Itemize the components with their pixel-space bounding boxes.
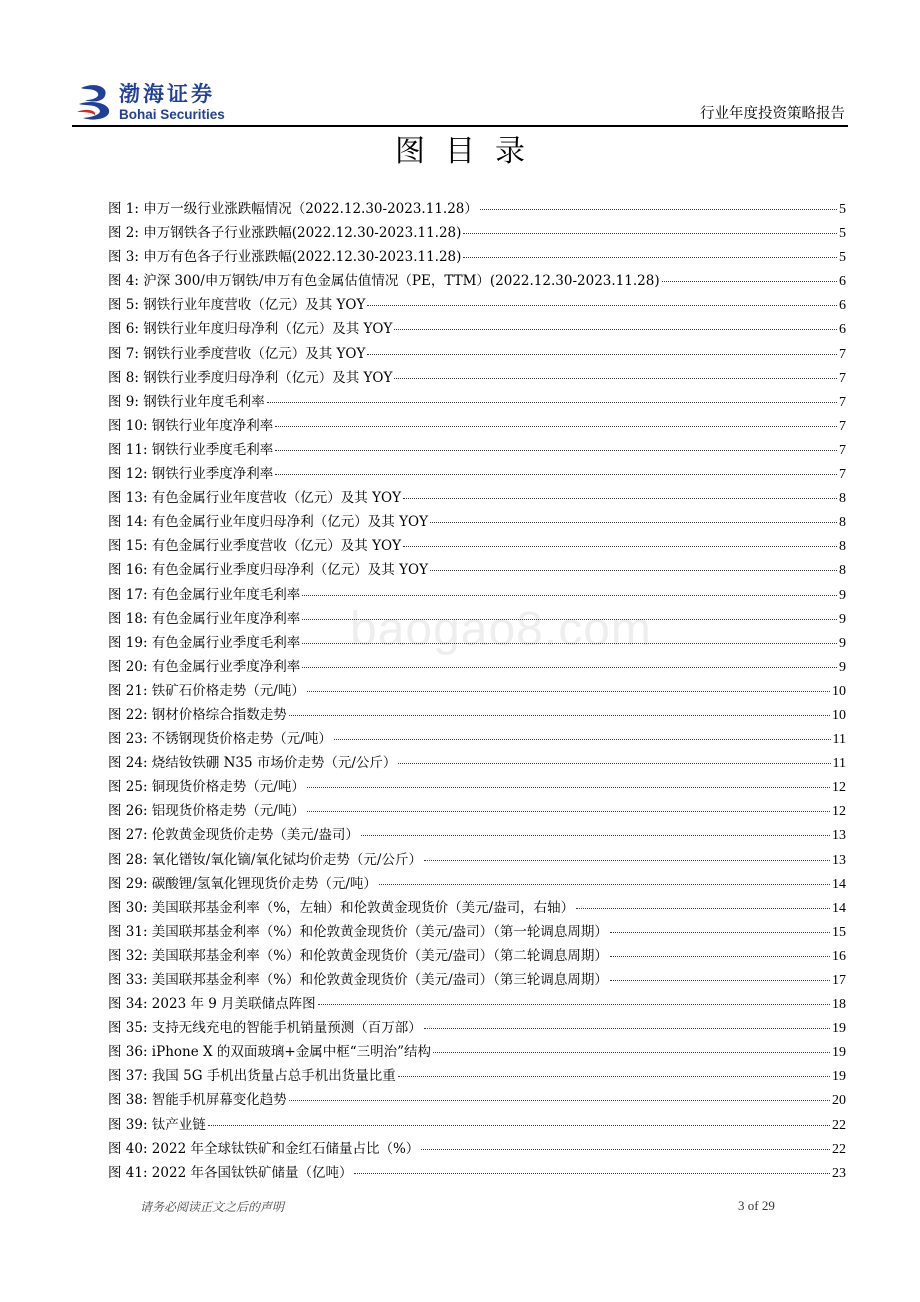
toc-entry-page: 18 — [832, 997, 846, 1013]
toc-entry-page: 14 — [832, 900, 846, 916]
toc-entry-label: 图 21: 铁矿石价格走势（元/吨） — [108, 682, 305, 699]
toc-entry[interactable] — [108, 583, 846, 607]
toc-dot-leader — [398, 763, 830, 764]
toc-entry-label: 图 6: 钢铁行业年度归母净利（亿元）及其 YOY — [108, 321, 393, 338]
toc-entry-label: 图 1: 申万一级行业涨跌幅情况（2022.12.30-2023.11.28） — [108, 201, 478, 217]
toc-entry[interactable] — [108, 751, 846, 775]
toc-entry-label: 图 23: 不锈钢现货价格走势（元/吨） — [108, 731, 332, 748]
toc-dot-leader — [302, 643, 837, 644]
page-title: 图目录 — [395, 134, 545, 169]
toc-entry-label: 图 32: 美国联邦基金利率（%）和伦敦黄金现货价（美元/盎司）（第二轮调息周期） — [108, 947, 608, 964]
toc-entry-label: 图 19: 有色金属行业季度毛利率 — [108, 634, 301, 651]
toc-entry-page: 20 — [832, 1093, 846, 1109]
page-header — [0, 0, 920, 130]
toc-dot-leader — [610, 980, 830, 981]
toc-dot-leader — [463, 257, 837, 258]
header-divider — [72, 125, 848, 127]
toc-dot-leader — [610, 932, 830, 933]
toc-entry-label: 图 37: 我国 5G 手机出货量占总手机出货量比重 — [108, 1068, 396, 1085]
toc-entry-page: 19 — [832, 1045, 846, 1061]
toc-entry-page: 19 — [832, 1021, 846, 1037]
page-number: 3 of 29 — [738, 1198, 775, 1213]
toc-entry-page: 5 — [839, 250, 846, 266]
toc-entry[interactable] — [108, 1040, 846, 1064]
toc-entry-page: 10 — [832, 707, 846, 723]
toc-entry-label: 图 25: 铜现货价格走势（元/吨） — [108, 779, 305, 796]
toc-entry-label: 图 39: 钛产业链 — [108, 1116, 206, 1133]
footer-disclaimer: 请务必阅读正文之后的声明 — [140, 1200, 285, 1214]
toc-entry[interactable] — [108, 992, 846, 1016]
toc-entry-page: 6 — [839, 298, 846, 314]
toc-entry-label: 图 5: 钢铁行业年度营收（亿元）及其 YOY — [108, 297, 366, 314]
toc-entry-page: 7 — [839, 370, 846, 386]
toc-entry[interactable] — [108, 655, 846, 679]
toc-dot-leader — [302, 667, 837, 668]
toc-entry[interactable] — [108, 197, 846, 221]
toc-entry-page: 5 — [839, 202, 846, 217]
toc-entry-page: 13 — [832, 852, 846, 868]
toc-dot-leader — [424, 860, 830, 861]
toc-entry-page: 7 — [839, 394, 846, 410]
toc-entry-page: 13 — [832, 828, 846, 844]
toc-entry-page: 7 — [839, 467, 846, 483]
toc-dot-leader — [267, 402, 837, 403]
bohai-logo — [75, 82, 265, 124]
toc-dot-leader — [354, 1173, 830, 1174]
toc-entry-label: 图 17: 有色金属行业年度毛利率 — [108, 586, 301, 603]
toc-entry[interactable] — [108, 558, 846, 582]
toc-entry-label: 图 15: 有色金属行业季度营收（亿元）及其 YOY — [108, 538, 401, 555]
toc-entry[interactable] — [108, 534, 846, 558]
toc-dot-leader — [394, 329, 837, 330]
toc-entry-label: 图 28: 氧化镨钕/氧化镝/氧化铽均价走势（元/公斤） — [108, 851, 422, 868]
toc-dot-leader — [610, 956, 830, 957]
toc-entry[interactable] — [108, 848, 846, 872]
toc-entry-page: 7 — [839, 418, 846, 434]
toc-entry-page: 22 — [832, 1117, 846, 1133]
toc-entry[interactable] — [108, 245, 846, 269]
toc-entry[interactable] — [108, 1016, 846, 1040]
toc-entry-label: 图 26: 铝现货价格走势（元/吨） — [108, 803, 305, 820]
toc-entry-page: 22 — [832, 1141, 846, 1157]
toc-entry-label: 图 41: 2022 年各国钛铁矿储量（亿吨） — [108, 1164, 353, 1181]
toc-dot-leader — [403, 498, 837, 499]
toc-dot-leader — [367, 305, 837, 306]
toc-entry-page: 8 — [839, 563, 846, 579]
toc-dot-leader — [361, 835, 830, 836]
toc-entry-page: 12 — [832, 804, 846, 820]
toc-entry[interactable] — [108, 631, 846, 655]
brand-name-cn: 渤海证券 — [119, 82, 215, 106]
toc-entry-page: 12 — [832, 780, 846, 796]
toc-dot-leader — [307, 691, 830, 692]
toc-dot-leader — [480, 209, 837, 210]
toc-dot-leader — [307, 787, 830, 788]
toc-dot-leader — [289, 715, 830, 716]
toc-entry-label: 图 9: 钢铁行业年度毛利率 — [108, 393, 265, 410]
toc-entry-label: 图 38: 智能手机屏幕变化趋势 — [108, 1092, 287, 1109]
toc-entry[interactable] — [108, 317, 846, 341]
toc-entry[interactable] — [108, 1161, 846, 1185]
toc-entry[interactable] — [108, 703, 846, 727]
toc-dot-leader — [367, 354, 837, 355]
toc-entry[interactable] — [108, 462, 846, 486]
toc-dot-leader — [430, 570, 837, 571]
toc-entry-label: 图 34: 2023 年 9 月美联储点阵图 — [108, 996, 316, 1013]
toc-entry-page: 14 — [832, 876, 846, 892]
toc-dot-leader — [307, 811, 830, 812]
toc-entry[interactable] — [108, 823, 846, 847]
toc-entry-page: 5 — [839, 226, 846, 242]
toc-entry-page: 23 — [832, 1165, 846, 1181]
toc-entry[interactable] — [108, 342, 846, 366]
toc-entry-label: 图 31: 美国联邦基金利率（%）和伦敦黄金现货价（美元/盎司）（第一轮调息周期） — [108, 923, 608, 940]
toc-dot-leader — [424, 1028, 830, 1029]
toc-entry-label: 图 22: 钢材价格综合指数走势 — [108, 706, 287, 723]
toc-entry[interactable] — [108, 1137, 846, 1161]
toc-dot-leader — [394, 378, 837, 379]
toc-dot-leader — [302, 595, 837, 596]
toc-entry-label: 图 24: 烧结钕铁硼 N35 市场价走势（元/公斤） — [108, 755, 397, 772]
toc-entry-page: 11 — [832, 756, 846, 772]
toc-dot-leader — [662, 281, 837, 282]
toc-entry-label: 图 20: 有色金属行业季度净利率 — [108, 658, 301, 675]
toc-entry[interactable] — [108, 679, 846, 703]
toc-entry[interactable] — [108, 390, 846, 414]
toc-entry-page: 6 — [839, 274, 846, 290]
toc-dot-leader — [433, 1052, 830, 1053]
toc-entry-page: 9 — [839, 659, 846, 675]
toc-dot-leader — [576, 908, 830, 909]
toc-entry-label: 图 36: iPhone X 的双面玻璃+金属中框“三明治”结构 — [108, 1044, 432, 1061]
toc-entry-label: 图 27: 伦敦黄金现货价走势（美元/盎司） — [108, 827, 359, 844]
toc-entry[interactable] — [108, 486, 846, 510]
toc-entry-label: 图 14: 有色金属行业年度归母净利（亿元）及其 YOY — [108, 514, 428, 531]
toc-entry-label: 图 13: 有色金属行业年度营收（亿元）及其 YOY — [108, 490, 401, 507]
toc-entry[interactable] — [108, 1064, 846, 1088]
bohai-logo-icon — [75, 82, 117, 122]
toc-entry-label: 图 33: 美国联邦基金利率（%）和伦敦黄金现货价（美元/盎司）（第三轮调息周期） — [108, 972, 608, 988]
toc-entry-page: 9 — [839, 635, 846, 651]
toc-entry-page: 7 — [839, 442, 846, 458]
toc-entry-page: 11 — [832, 732, 846, 748]
toc-entry-label: 图 18: 有色金属行业年度净利率 — [108, 610, 301, 627]
toc-dot-leader — [421, 1149, 830, 1150]
toc-entry-page: 7 — [839, 346, 846, 362]
toc-entry-label: 图 2: 申万钢铁各子行业涨跌幅(2022.12.30-2023.11.28) — [108, 225, 462, 242]
toc-entry[interactable] — [108, 221, 846, 245]
toc-entry-page: 16 — [832, 948, 846, 964]
toc-entry-page: 9 — [839, 611, 846, 627]
toc-entry-page: 9 — [839, 587, 846, 603]
toc-entry-page: 19 — [832, 1069, 846, 1085]
toc-entry-label: 图 7: 钢铁行业季度营收（亿元）及其 YOY — [108, 345, 366, 362]
toc-entry[interactable] — [108, 414, 846, 438]
toc-dot-leader — [379, 884, 830, 885]
toc-dot-leader — [398, 1076, 830, 1077]
toc-entry-page: 8 — [839, 515, 846, 531]
toc-entry[interactable] — [108, 438, 846, 462]
toc-entry[interactable] — [108, 896, 846, 920]
toc-entry[interactable] — [108, 366, 846, 390]
toc-entry-page: 17 — [832, 973, 846, 988]
toc-entry[interactable] — [108, 293, 846, 317]
toc-entry-label: 图 29: 碳酸锂/氢氧化锂现货价走势（元/吨） — [108, 875, 377, 892]
toc-entry-label: 图 30: 美国联邦基金利率（%，左轴）和伦敦黄金现货价（美元/盎司，右轴） — [108, 899, 575, 916]
toc-dot-leader — [430, 522, 837, 523]
toc-entry-label: 图 4: 沪深 300/申万钢铁/申万有色金属估值情况（PE，TTM）(2022.12.30-2023.11.28) — [108, 273, 660, 290]
toc-entry[interactable] — [108, 944, 846, 968]
toc-entry[interactable] — [108, 727, 846, 751]
toc-entry[interactable] — [108, 799, 846, 823]
toc-dot-leader — [334, 739, 831, 740]
toc-entry[interactable] — [108, 510, 846, 534]
toc-entry-page: 6 — [839, 322, 846, 338]
toc-entry-page: 8 — [839, 491, 846, 507]
toc-dot-leader — [275, 450, 837, 451]
toc-dot-leader — [318, 1004, 830, 1005]
toc-entry-label: 图 11: 钢铁行业季度毛利率 — [108, 441, 274, 458]
toc-entry[interactable] — [108, 269, 846, 293]
toc-entry-page: 8 — [839, 539, 846, 555]
toc-entry-label: 图 10: 钢铁行业年度净利率 — [108, 417, 274, 434]
toc-entry[interactable] — [108, 775, 846, 799]
toc-entry-label: 图 3: 申万有色各子行业涨跌幅(2022.12.30-2023.11.28) — [108, 249, 462, 266]
toc-dot-leader — [275, 474, 837, 475]
toc-entry[interactable] — [108, 1088, 846, 1112]
toc-dot-leader — [403, 546, 837, 547]
toc-entry-label: 图 8: 钢铁行业季度归母净利（亿元）及其 YOY — [108, 369, 393, 386]
toc-dot-leader — [463, 233, 837, 234]
toc-entry-label: 图 12: 钢铁行业季度净利率 — [108, 466, 274, 483]
toc-dot-leader — [302, 619, 837, 620]
toc-entry-page: 10 — [832, 683, 846, 699]
brand-name-en: Bohai Securities — [119, 107, 225, 122]
toc-entry-label: 图 40: 2022 年全球钛铁矿和金红石储量占比（%） — [108, 1140, 420, 1157]
toc-entry[interactable] — [108, 920, 846, 944]
toc-entry[interactable] — [108, 872, 846, 896]
toc-entry-label: 图 35: 支持无线充电的智能手机销量预测（百万部） — [108, 1020, 422, 1037]
toc-dot-leader — [275, 426, 837, 427]
watermark: baogao8.com — [350, 603, 652, 656]
toc-entry[interactable] — [108, 607, 846, 631]
report-type: 行业年度投资策略报告 — [700, 106, 845, 122]
toc-entry[interactable] — [108, 1113, 846, 1137]
toc-dot-leader — [208, 1125, 830, 1126]
toc-dot-leader — [289, 1100, 830, 1101]
toc-entry-label: 图 16: 有色金属行业季度归母净利（亿元）及其 YOY — [108, 562, 428, 579]
toc-entry[interactable] — [108, 968, 846, 992]
figure-index-list — [108, 197, 846, 1185]
toc-entry-page: 15 — [832, 924, 846, 940]
